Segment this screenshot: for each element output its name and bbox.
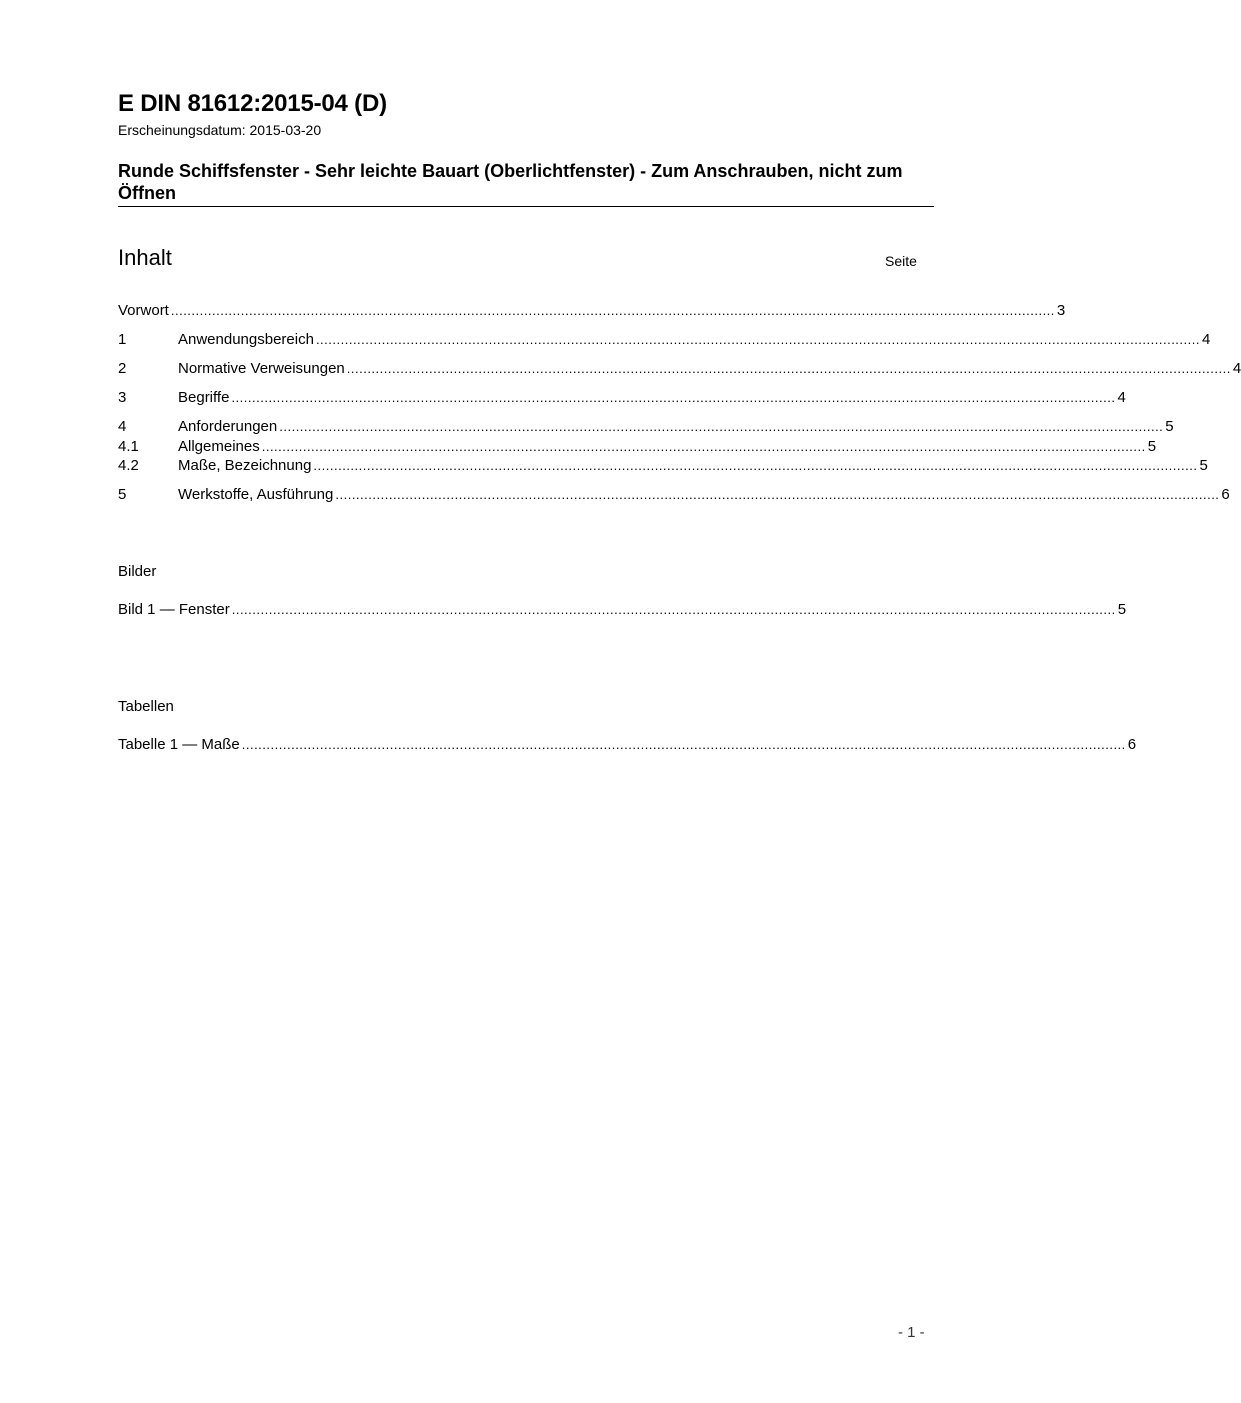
toc-entry-number: 4	[118, 418, 127, 435]
toc-leader-dots: .......................................................................................................................................................................................................................	[346, 361, 1231, 376]
toc-entry-werkstoffe[interactable]	[118, 486, 1230, 506]
toc-entry-normative-verweisungen[interactable]	[118, 360, 1241, 380]
toc-entry-number: 4.1	[118, 438, 139, 455]
toc-entry-anwendungsbereich[interactable]	[118, 331, 1211, 351]
toc-entry-text: Begriffe	[178, 389, 230, 406]
toc-entry-page: 4	[1201, 331, 1211, 348]
toc-entry-page: 5	[1199, 457, 1208, 474]
toc-entry-page: 3	[1056, 302, 1066, 319]
toc-entry-masse-bezeichnung[interactable]	[118, 457, 1208, 477]
toc-entry-page: 5	[1147, 438, 1157, 455]
toc-entry-begriffe[interactable]	[118, 389, 1126, 409]
toc-entry-number: 4.2	[118, 457, 139, 474]
toc-leader-dots: .......................................................................................................................................................................................................................	[279, 419, 1164, 434]
toc-entry-text: Vorwort	[118, 302, 169, 319]
toc-entry-text: Anwendungsbereich	[178, 331, 314, 348]
toc-heading: Inhalt	[118, 245, 172, 270]
figure-entry-bild-1[interactable]	[118, 601, 1127, 621]
toc-leader-dots: .......................................................................................................................................................................................................................	[170, 303, 1055, 318]
toc-entry-page: 4	[1232, 360, 1241, 377]
table-entry-text: Tabelle 1 — Maße	[118, 736, 240, 753]
toc-entry-text: Normative Verweisungen	[178, 360, 345, 377]
toc-entry-allgemeines[interactable]	[118, 438, 1157, 458]
figure-entry-page: 5	[1117, 601, 1127, 618]
toc-entry-number: 1	[118, 331, 127, 348]
toc-entry-number: 3	[118, 389, 127, 406]
table-entry-page: 6	[1127, 736, 1137, 753]
toc-entry-page: 4	[1117, 389, 1126, 406]
toc-entry-page: 6	[1221, 486, 1230, 503]
toc-leader-dots: .......................................................................................................................................................................................................................	[231, 602, 1116, 617]
toc-leader-dots: .......................................................................................................................................................................................................................	[335, 487, 1220, 502]
toc-leader-dots: .......................................................................................................................................................................................................................	[241, 737, 1126, 752]
table-entry-tabelle-1[interactable]	[118, 736, 1137, 756]
figures-heading: Bilder	[118, 563, 157, 580]
figure-entry-text: Bild 1 — Fenster	[118, 601, 230, 618]
toc-leader-dots: .......................................................................................................................................................................................................................	[313, 458, 1198, 473]
page-number: - 1 -	[898, 1324, 925, 1341]
toc-entry-text: Maße, Bezeichnung	[178, 457, 312, 474]
toc-entry-number: 5	[118, 486, 127, 503]
toc-leader-dots: .......................................................................................................................................................................................................................	[261, 439, 1146, 454]
toc-entry-page: 5	[1165, 418, 1174, 435]
publication-date: Erscheinungsdatum: 2015-03-20	[118, 122, 322, 138]
toc-entry-text: Anforderungen	[178, 418, 278, 435]
page-column-label: Seite	[885, 253, 917, 269]
title-divider	[118, 206, 934, 207]
toc-entry-text: Werkstoffe, Ausführung	[178, 486, 334, 503]
tables-heading: Tabellen	[118, 698, 174, 715]
toc-entry-number: 2	[118, 360, 127, 377]
toc-entry-anforderungen[interactable]	[118, 418, 1174, 438]
toc-entry-text: Allgemeines	[178, 438, 260, 455]
document-id: E DIN 81612:2015-04 (D)	[118, 90, 387, 117]
toc-leader-dots: .......................................................................................................................................................................................................................	[231, 390, 1116, 405]
document-title: Runde Schiffsfenster - Sehr leichte Bauart (Oberlichtfenster) - Zum Anschrauben, nicht zum Öffnen	[118, 161, 903, 203]
toc-entry-vorwort[interactable]	[118, 302, 1066, 322]
toc-leader-dots: .......................................................................................................................................................................................................................	[315, 332, 1200, 347]
